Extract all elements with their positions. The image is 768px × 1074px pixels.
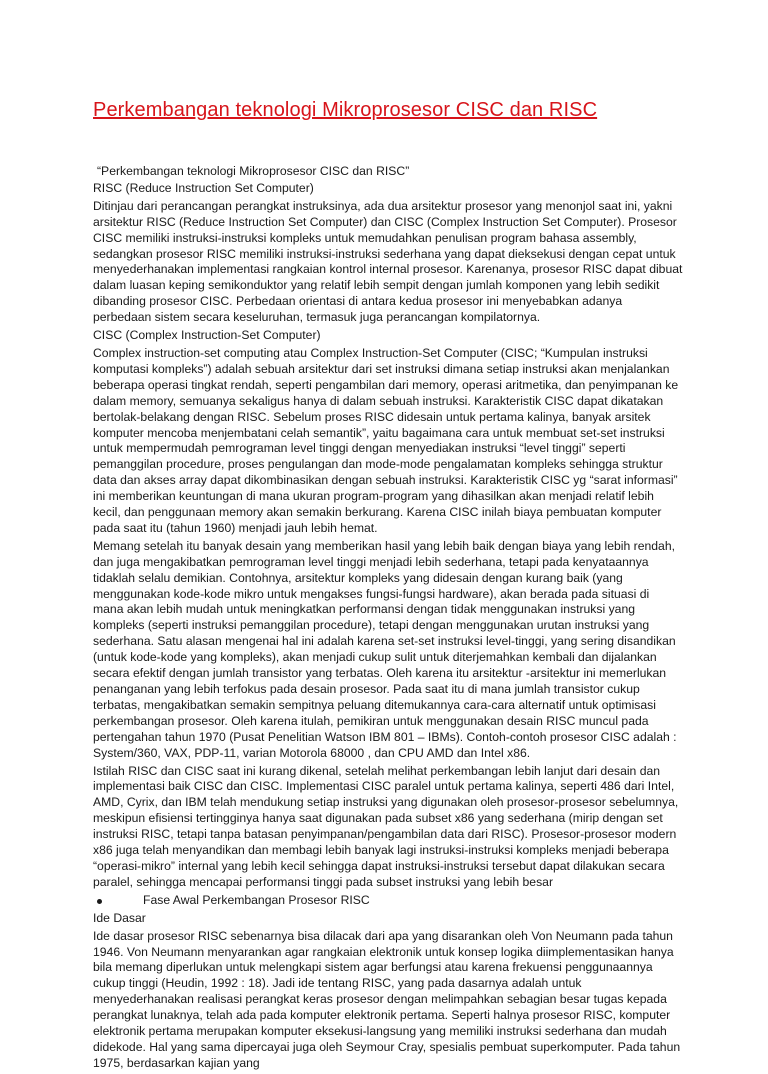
bullet-dot-icon <box>97 899 102 904</box>
page-title: Perkembangan teknologi Mikroprosesor CISC dan RISC <box>93 99 598 121</box>
ide-dasar-paragraph: Ide dasar prosesor RISC sebenarnya bisa dilacak dari apa yang disarankan oleh Von Neumann pada tahun 1946. Von Neumann menyarankan agar rangkaian elektronik untuk konsep logika diimplementasikan hanya bila memang diperlukan untuk melengkapi sistem agar berfungsi atau karena frekuensi penggunaannya cukup tinggi (Heudin, 1992 : 18). Jadi ide tentang RISC, yang pada dasarnya adalah untuk menyederhanakan realisasi perangkat keras prosesor dengan melimpahkan sebagian besar tugas kepada perangkat lunaknya, telah ada pada komputer elektronik pertama. Seperti halnya prosesor RISC, komputer elektronik pertama merupakan komputer eksekusi-langsung yang memiliki instruksi sederhana dan mudah didekode. Hal yang sama dipercayai juga oleh Seymour Cray, spesialis pembuat superkomputer. Pada tahun 1975, berdasarkan kajian yang <box>93 928 681 1070</box>
article-body <box>93 164 683 1074</box>
risc-heading: RISC (Reduce Instruction Set Computer) <box>93 180 314 195</box>
ide-dasar-heading: Ide Dasar <box>93 910 146 925</box>
bullet-item-text: Fase Awal Perkembangan Prosesor RISC <box>143 892 370 907</box>
cisc-paragraph-2: Memang setelah itu banyak desain yang memberikan hasil yang lebih baik dengan biaya yang lebih rendah, dan juga mengakibatkan pemrograman level tinggi menjadi lebih sederhana, tetapi pada kenyataannya tidaklah selalu demikian. Contohnya, arsitektur kompleks yang didesain dengan kurang baik (yang menggunakan kode-kode mikro untuk mengakses fungsi-fungsi hardware), akan berada pada situasi di mana akan lebih mudah untuk meningkatkan performansi dengan tidak menggunakan instruksi yang kompleks (seperti instruksi pemanggilan procedure), tetapi dengan menggunakan urutan instruksi yang sederhana. Satu alasan mengenai hal ini adalah karena set-set instruksi level-tinggi, yang sering disandikan (untuk kode-kode yang kompleks), akan menjadi cukup sulit untuk diterjemahkan kembali dan dijalankan secara efektif dengan jumlah transistor yang terbatas. Oleh karena itu arsitektur -arsitektur ini memerlukan penanganan yang lebih terfokus pada desain prosesor. Pada saat itu di mana jumlah transistor cukup terbatas, mengakibatkan semakin sempitnya peluang ditemukannya cara-cara alternatif untuk optimisasi perkembangan prosesor. Oleh karena itulah, pemikiran untuk menggunakan desain RISC muncul pada pertengahan tahun 1970 (Pusat Penelitian Watson IBM 801 – IBMs). Contoh-contoh prosesor CISC adalah : System/360, VAX, PDP-11, varian Motorola 68000 , dan CPU AMD dan Intel x86. <box>93 538 677 760</box>
cisc-heading: CISC (Complex Instruction-Set Computer) <box>93 328 321 343</box>
list-item <box>93 893 683 909</box>
cisc-paragraph-3: Istilah RISC dan CISC saat ini kurang dikenal, setelah melihat perkembangan lebih lanjut dari desain dan implementasi baik CISC dan CISC. Implementasi CISC paralel untuk pertama kalinya, seperti 486 dari Intel, AMD, Cyrix, dan IBM telah mendukung setiap instruksi yang digunakan oleh prosesor-prosesor sebelumnya, meskipun efisiensi tertingginya hanya saat digunakan pada subset x86 yang sederhana (mirip dengan set instruksi RISC, tetapi tanpa batasan penyimpanan/pengambilan data dari RISC). Prosesor-prosesor modern x86 juga telah menyandikan dan membagi lebih banyak lagi instruksi-instruksi kompleks menjadi beberapa “operasi-mikro” internal yang lebih kecil sehingga dapat instruksi-instruksi tersebut dapat dilakukan secara paralel, sehingga mencapai performansi tinggi pada subset instruksi yang lebih besar <box>93 763 679 889</box>
cisc-paragraph-1: Complex instruction-set computing atau Complex Instruction-Set Computer (CISC; “Kumpulan instruksi komputasi kompleks”) adalah sebuah arsitektur dari set instruksi dimana setiap instruksi akan menjalankan beberapa operasi tingkat rendah, seperti pengambilan dari memory, operasi aritmetika, dan penyimpanan ke dalam memory, semuanya sekaligus hanya di dalam sebuah instruksi. Karakteristik CISC dapat dikatakan bertolak-belakang dengan RISC. Sebelum proses RISC didesain untuk pertama kalinya, banyak arsitek komputer mencoba menjembatani celah semantik”, yaitu bagaimana cara untuk membuat set-set instruksi untuk mempermudah pemrograman level tinggi dengan menyediakan instruksi “level tinggi” seperti pemanggilan procedure, proses pengulangan dan mode-mode pengalamatan kompleks sehingga struktur data dan akses array dapat dikombinasikan dengan sebuah instruksi. Karakteristik CISC yg “sarat informasi” ini memberikan keuntungan di mana ukuran program-program yang dihasilkan akan menjadi relatif lebih kecil, dan penggunaan memory akan semakin berkurang. Karena CISC inilah biaya pembuatan komputer pada saat itu (tahun 1960) menjadi jauh lebih hemat. <box>93 345 679 535</box>
bullet-list <box>93 893 683 909</box>
risc-paragraph: Ditinjau dari perancangan perangkat instruksinya, ada dua arsitektur prosesor yang menonjol saat ini, yakni arsitektur RISC (Reduce Instruction Set Computer) dan CISC (Complex Instruction Set Computer). Prosesor CISC memiliki instruksi-instruksi kompleks untuk memudahkan penulisan program bahasa assembly, sedangkan prosesor RISC memiliki instruksi-instruksi sederhana yang dapat dieksekusi dengan cepat untuk menyederhanakan implementasi rangkaian kontrol internal prosesor. Karenanya, prosesor RISC dapat dibuat dalam luasan keping semikonduktor yang relatif lebih sempit dengan jumlah komponen yang lebih sedikit dibanding prosesor CISC. Perbedaan orientasi di antara kedua prosesor ini menyebabkan adanya perbedaan sistem secara keseluruhan, termasuk juga perancangan kompilatornya. <box>93 198 683 325</box>
intro-quote: “Perkembangan teknologi Mikroprosesor CISC dan RISC” <box>97 164 410 178</box>
